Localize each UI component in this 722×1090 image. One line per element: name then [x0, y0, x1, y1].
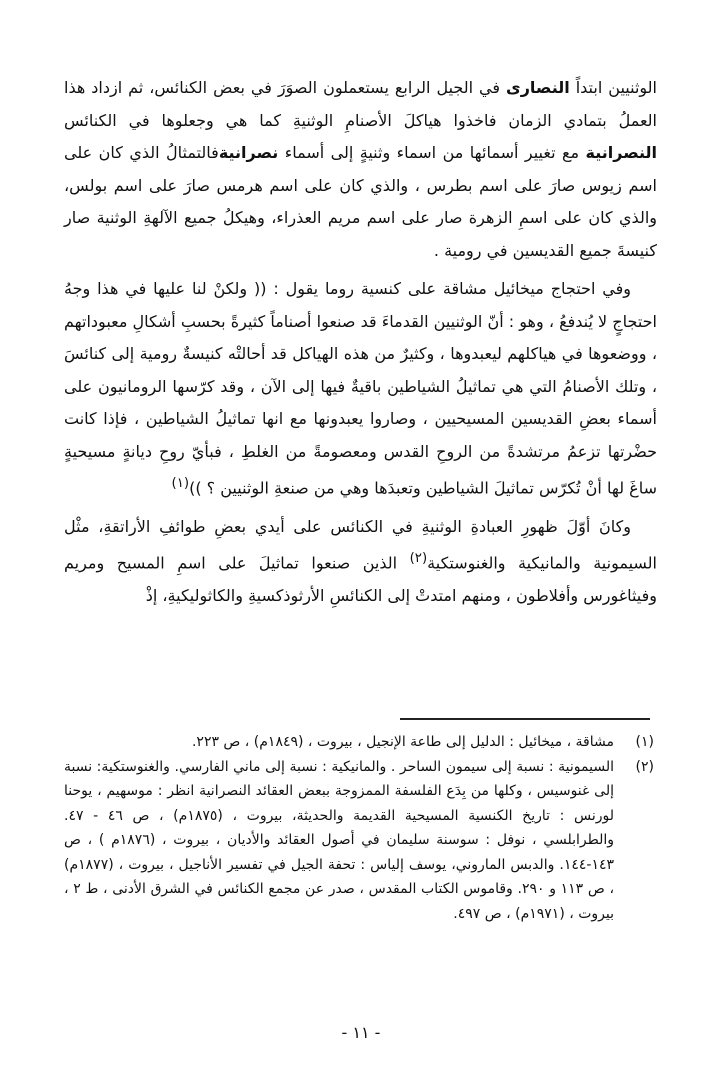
- footnote-number: (١): [635, 734, 654, 750]
- footnote-reference: (١): [171, 476, 190, 491]
- footnote-separator: [400, 718, 650, 720]
- body-paragraph: [64, 72, 657, 267]
- text-run: مع تغيير أسمائها من اسماء وثنيةٍ إلى أسماء: [278, 143, 586, 162]
- footnote: [64, 730, 654, 755]
- main-text: [64, 72, 657, 613]
- footnote-text: مشاقة ، ميخائيل : الدليل إلى طاعة الإنجيل ، بيروت ، (١٨٤٩م) ، ص ٢٢٣.: [191, 734, 614, 750]
- text-run: الوثنيين ابتداً: [569, 78, 657, 97]
- footnote-text: السيمونية : نسبة إلى سيمون الساحر . والمانيكية : نسبة إلى ماني الفارسي. والغنوستكية: نسبة إلى غنوسيس ، وكلها من بِدَع الفلسفة الممزوجة ببعض العقائد النصرانية انظر : موسهيم ، يوحنا لورنس : تاريخ الكنسية المسيحية القديمة والحديثة، بيروت ، (١٨٧٥م) ، ص ٤٦ - ٤٧. والطرابلسي ، نوفل : سوسنة سليمان في أصول العقائد والأديان ، بيروت ، (١٨٧٦م ) ، ص ١٤٣-١٤٤. والدبس الماروني، يوسف إلياس : تحفة الجيل في تفسير الأناجيل ، بيروت ، (١٨٧٧م) ، ص ١١٣ و ٢٩٠. وقاموس الكتاب المقدس ، صدر عن مجمع الكنائس في الشرق الأدنى ، ط ٢ ، بيروت ، (١٩٧١م) ، ص ٤٩٧.: [64, 758, 614, 922]
- footnotes: [64, 730, 654, 926]
- page-number: - ١١ -: [341, 1023, 381, 1042]
- footnote-reference: (٢): [409, 551, 428, 567]
- footnote-number: (٢): [635, 758, 654, 775]
- footnote: [64, 755, 654, 927]
- text-run: فالتمثالُ الذي كان على اسم زيوس صارَ على اسم بطرس ، والذي كان على اسم هرمس صارَ على اسم بولس، والذي كان على اسمِ الزهرة صار على اسم مريم العذراء، وهيكلُ جميع الآلهةِ الوثنية صار كنيسةَ جميع القديسين في رومية .: [64, 143, 657, 260]
- text-run: نصرانية: [218, 143, 279, 162]
- text-run: وكانَ أوّلَ ظهورِ العبادةِ الوثنيةِ في الكنائس على أيدي بعضِ طوائفِ الأراتقةِ، مثْل السيمونية والمانيكية والغنوستكية: [64, 516, 658, 573]
- text-run: وفي احتجاج ميخائيل مشاقة على كنسية روما يقول : (( ولكنْ لنا عليها في هذا وجهُ احتجاجٍ لا يُندفعُ ، وهو : أنّ الوثنيين القدماءَ قد صنعوا أصناماً كثيرةً بحسبِ أشكالِ معبوداتهم ، ووضعوها في هياكلهم ليعبدوها ، وكثيرٌ من هذه الهياكل قد أحالتْه كنيسةٌ رومية إلى كنائسَ ، وتلك الأصنامُ التي هي تماثيلُ الشياطين باقيةٌ فيها إلى الآن ، وقد كرّسها الرومانيون على أسماء بعضِ القديسين المسيحيين ، وصاروا يعبدونها مع انها تماثيلُ الشياطين ، فإذا كانت حضْرتها تزعمُ مرتشدةً من الروحِ القدس ومعصومةً من الغلطِ ، فبأيّ روحِ ديانةٍ مسيحيةٍ ساغَ لها أنْ تُكرّس تماثيلَ الشياطين وتعبدَها وهي من صنعةِ الوثنيين ؟ )): [64, 279, 657, 498]
- body-paragraph: [64, 511, 657, 613]
- text-run: الذين صنعوا تماثيلَ على اسمِ المسيح ومريم وفيثاغورس وأفلاطون ، ومنهم امتدتْ إلى الكنائسِ الأرثوذكسيةِ والكاثوليكيةِ، إذْ: [64, 553, 657, 606]
- text-run: في الجيل الرابع يستعملون الصوَرَ في بعض الكنائس، ثم ازداد هذا العملُ بتمادي الزمان فاخذوا هياكلَ الأصنامِ الوثنيةِ كما هي وجعلوها في الكنائس: [64, 78, 657, 130]
- text-run: النصارى: [506, 78, 570, 97]
- text-run: النصرانية: [585, 143, 657, 162]
- body-paragraph: [64, 273, 657, 505]
